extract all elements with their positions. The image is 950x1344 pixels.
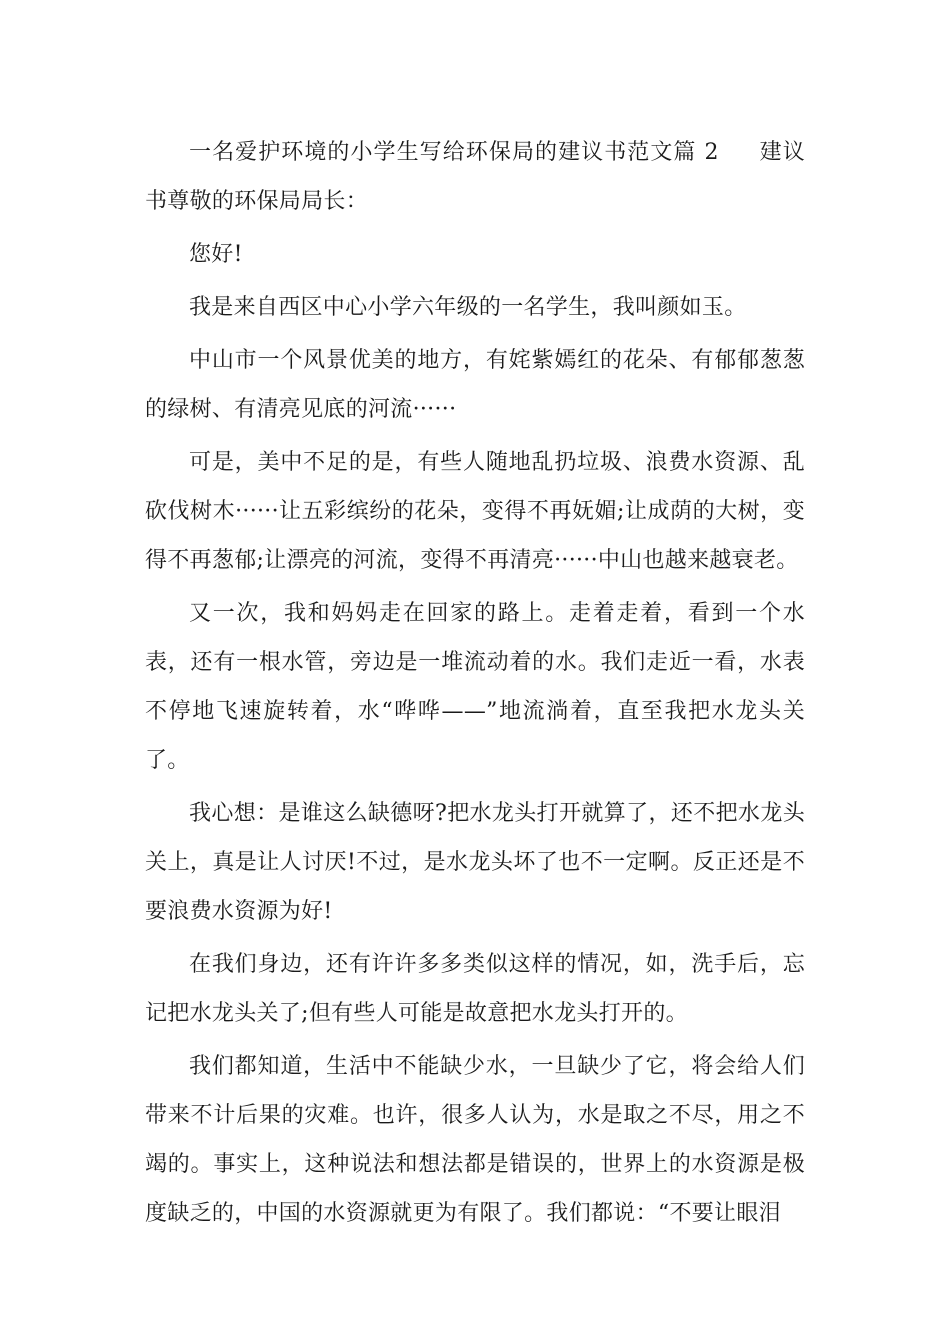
paragraph-introduction: 我是来自西区中心小学六年级的一名学生，我叫颜如玉。 [189, 295, 747, 320]
paragraph-scenery: 中山市一个风景优美的地方，有姹紫嫣红的花朵、有郁郁葱葱的绿树、有清亮见底的河流······ [145, 348, 805, 422]
paragraph-incident: 又一次，我和妈妈走在回家的路上。走着走着，看到一个水表，还有一根水管，旁边是一堆流动着的水。我们走近一看，水表不停地飞速旋转着，水“哗哗——”地流淌着，直至我把水龙头关了。 [145, 601, 805, 773]
paragraph-water-scarcity: 我们都知道，生活中不能缺少水，一旦缺少了它，将会给人们带来不计后果的灾难。也许，很多人认为，水是取之不尽，用之不竭的。事实上，这种说法和想法都是错误的，世界上的水资源是极度缺乏的，中国的水资源就更为有限了。我们都说：“不要让眼泪 [145, 1054, 805, 1226]
document-heading: 一名爱护环境的小学生写给环保局的建议书范文篇 2 [189, 140, 719, 165]
paragraph-examples: 在我们身边，还有许许多多类似这样的情况，如，洗手后，忘记把水龙头关了;但有些人可能是故意把水龙头打开的。 [145, 952, 805, 1026]
paragraph-thoughts: 我心想：是谁这么缺德呀?把水龙头打开就算了，还不把水龙头关上，真是让人讨厌!不过，是水龙头坏了也不一定啊。反正还是不要浪费水资源为好! [145, 801, 805, 924]
paragraph-problems: 可是，美中不足的是，有些人随地乱扔垃圾、浪费水资源、乱砍伐树木······让五彩缤纷的花朵，变得不再妩媚;让成荫的大树，变得不再葱郁;让漂亮的河流，变得不再清亮······中山也越来越衰老。 [145, 450, 805, 573]
paragraph-greeting: 您好! [189, 242, 243, 267]
document-salutation: 建议书尊敬的环保局局长： [145, 140, 805, 214]
document-heading-paragraph [145, 128, 805, 226]
document-page [145, 128, 805, 1242]
